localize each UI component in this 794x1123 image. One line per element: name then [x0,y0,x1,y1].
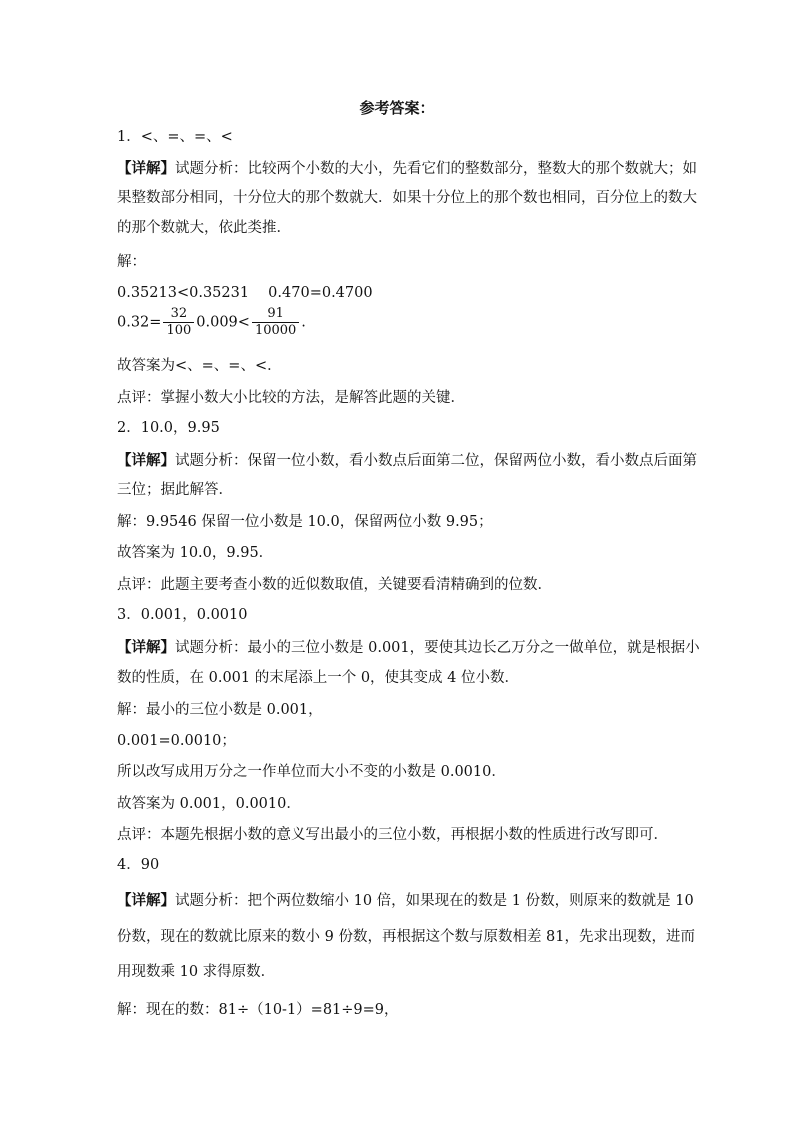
q3-solution-line-3: 所以改写成用万分之一作单位而大小不变的小数是 0.0010． [117,764,506,780]
q2-conclusion: 故答案为 10.0，9.95． [117,545,274,561]
q1-solution-line-2: 0.32= $\frac{32}{100}$ 0.009< $\frac{91}{10000}$ . [117,306,306,338]
q3-solution-line-1: 解：最小的三位小数是 0.001， [117,702,323,718]
q4-analysis-line-1: 【详解】试题分析：把个两位数缩小 10 倍，如果现在的数是 1 份数，则原来的数就是 10 [117,892,694,909]
q2-analysis-line-1: 【详解】试题分析：保留一位小数，看小数点后面第二位，保留两位小数，看小数点后面第 [117,452,697,469]
q4-analysis-line-3: 用现数乘 10 求得原数． [117,964,276,980]
q3-conclusion: 故答案为 0.001，0.0010． [117,796,301,812]
q2-analysis-line-2: 三位；据此解答． [117,482,233,498]
q4-analysis-line-2: 份数，现在的数就比原来的数小 9 份数，再根据这个数与原数相差 81，先求出现数，进而 [117,929,695,945]
q1-analysis-line-3: 的那个数就大，依此类推． [117,220,291,236]
q1-solution-line-1: 0.35213<0.35231 0.470=0.4700 [117,285,373,301]
q1-comment: 点评：掌握小数大小比较的方法，是解答此题的关键． [117,390,465,406]
q3-analysis-line-1: 【详解】试题分析：最小的三位小数是 0.001，要使其边长乙万分之一做单位，就是根据小 [117,639,700,656]
fraction-91-10000: $\frac{91}{10000}$ [252,306,299,339]
q3-analysis-line-2: 数的性质，在 0.001 的末尾添上一个 0，使其变成 4 位小数． [117,670,520,686]
q3-solution-line-2: 0.001=0.0010； [117,733,236,749]
q2-comment: 点评：此题主要考查小数的近似数取值，关键要看清精确到的位数． [117,577,552,593]
page-title: 参考答案： [359,99,435,117]
q1-conclusion: 故答案为<、=、=、<． [117,358,282,374]
q2-answer: 2．10.0，9.95 [117,420,220,436]
q1-analysis-line-1: 【详解】试题分析：比较两个小数的大小，先看它们的整数部分，整数大的那个数就大；如 [117,160,697,177]
q4-solution: 解：现在的数：81÷（10-1）=81÷9=9， [117,1002,399,1018]
detail-tag: 【详解】 [117,892,175,909]
detail-tag: 【详解】 [117,160,175,177]
q2-solution: 解：9.9546 保留一位小数是 10.0，保留两位小数 9.95； [117,514,493,530]
q3-answer: 3．0.001，0.0010 [117,607,248,623]
q3-comment: 点评：本题先根据小数的意义写出最小的三位小数，再根据小数的性质进行改写即可． [117,827,668,843]
q1-analysis-line-2: 果整数部分相同，十分位大的那个数就大．如果十分位上的那个数也相同，百分位上的数大 [117,190,697,206]
q4-answer: 4．90 [117,857,160,873]
q1-answer: 1．<、=、=、< [117,129,233,145]
detail-tag: 【详解】 [117,639,175,656]
detail-tag: 【详解】 [117,452,175,469]
q1-solution-label: 解： [117,254,146,270]
fraction-32-100: $\frac{32}{100}$ [163,306,194,339]
